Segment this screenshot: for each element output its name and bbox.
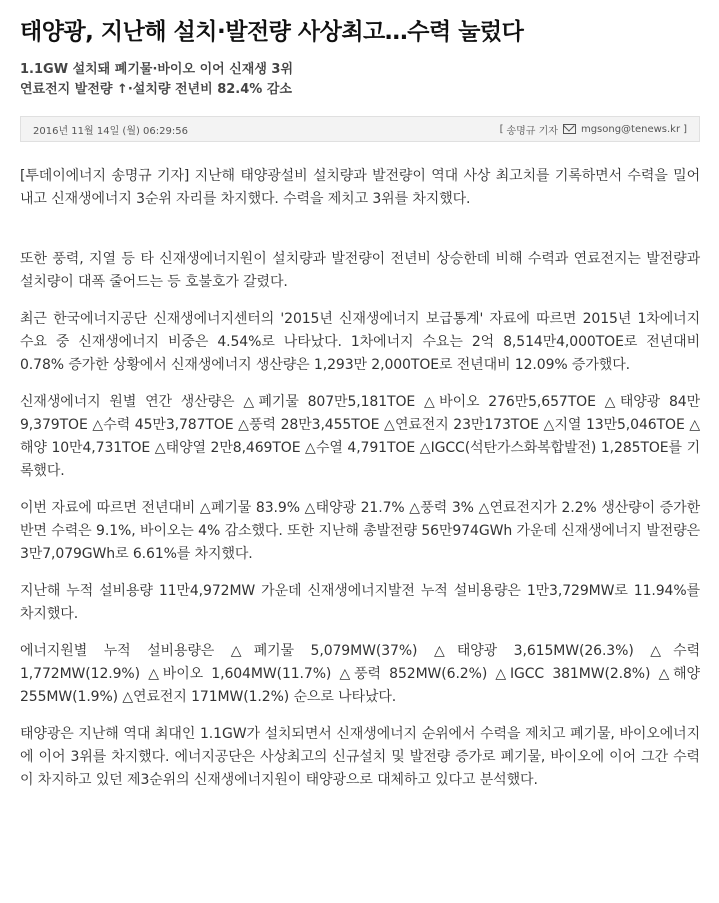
subtitle-2: 연료전지 발전량 ↑·설치량 전년비 82.4% 감소 <box>20 82 292 97</box>
publish-date: 2016년 11월 14일 (월) 06:29:56 <box>33 125 188 137</box>
paragraph: 에너지원별 누적 설비용량은 △폐기물 5,079MW(37%) △태양광 3,615MW(26.3%) △수력 1,772MW(12.9%) △바이오 1,604MW(11.7%) △풍력 852MW(6.2%) △IGCC 381MW(2.8%) △해양 255MW(1.9%) △연료전지 171MW(1.2%) 순으로 나타났다. <box>20 643 700 705</box>
author-name[interactable]: 송명규 기자 <box>506 125 558 137</box>
paragraph: 신재생에너지 원별 연간 생산량은 △폐기물 807만5,181TOE △바이오 276만5,657TOE △태양광 84만9,379TOE △수력 45만3,787TOE △풍력 28만3,455TOE △연료전지 23만173TOE △지열 13만5,046TOE △해양 10만4,731TOE △태양열 2만8,469TOE △수열 4,791TOE △IGCC(석탄가스화복합발전) 1,285TOE를 기록했다. <box>20 394 700 479</box>
author-email[interactable]: mgsong@tenews.kr <box>580 123 681 135</box>
paragraph: 최근 한국에너지공단 신재생에너지센터의 '2015년 신재생에너지 보급통계' 자료에 따르면 2015년 1차에너지 수요 중 신재생에너지 비중은 4.54%로 나타났다. 1차에너지 수요는 2억 8,514만4,000TOE로 전년대비 0.78% 증가한 상황에서 신재생에너지 생산량은 1,293만 2,000TOE로 전년대비 12.09% 증가했다. <box>20 311 700 373</box>
byline-open-bracket: [ <box>499 123 504 135</box>
paragraph: 이번 자료에 따르면 전년대비 △폐기물 83.9% △태양광 21.7% △풍력 3% △연료전지가 2.2% 생산량이 증가한 반면 수력은 9.1%, 바이오는 4% 감소했다. 또한 지난해 총발전량 56만974GWh 가운데 신재생에너지 발전량은 3만7,079GWh로 6.61%를 차지했다. <box>20 500 700 562</box>
article-subtitles <box>20 60 700 100</box>
paragraph: 태양광은 지난해 역대 최대인 1.1GW가 설치되면서 신재생에너지 순위에서 수력을 제치고 폐기물, 바이오에너지에 이어 3위를 차지했다. 에너지공단은 사상최고의 신규설치 및 발전량 증가로 폐기물, 바이오에 이어 그간 수력이 차지하고 있던 제3순위의 신재생에너지원이 태양광으로 대체하고 있다고 분석했다. <box>20 726 700 788</box>
article-title: 태양광, 지난해 설치·발전량 사상최고…수력 눌렀다 <box>20 19 524 45</box>
paragraph: [투데이에너지 송명규 기자] 지난해 태양광설비 설치량과 발전량이 역대 사상 최고치를 기록하면서 수력을 밀어내고 신재생에너지 3순위 자리를 차지했다. 수력을 제치고 3위를 차지했다. <box>20 168 700 207</box>
article-info-bar <box>20 116 700 142</box>
byline <box>500 122 687 137</box>
subtitle-1: 1.1GW 설치돼 폐기물·바이오 이어 신재생 3위 <box>20 62 294 77</box>
paragraph: 지난해 누적 설비용량 11만4,972MW 가운데 신재생에너지발전 누적 설비용량은 1만3,729MW로 11.94%를 차지했다. <box>20 583 700 622</box>
paragraph: 또한 풍력, 지열 등 타 신재생에너지원이 설치량과 발전량이 전년비 상승한데 비해 수력과 연료전지는 발전량과 설치량이 대폭 줄어드는 등 호불호가 갈렸다. <box>20 251 700 290</box>
article <box>20 0 700 806</box>
article-body <box>20 165 700 792</box>
byline-close-bracket: ] <box>683 123 687 135</box>
mail-icon[interactable] <box>563 124 576 134</box>
